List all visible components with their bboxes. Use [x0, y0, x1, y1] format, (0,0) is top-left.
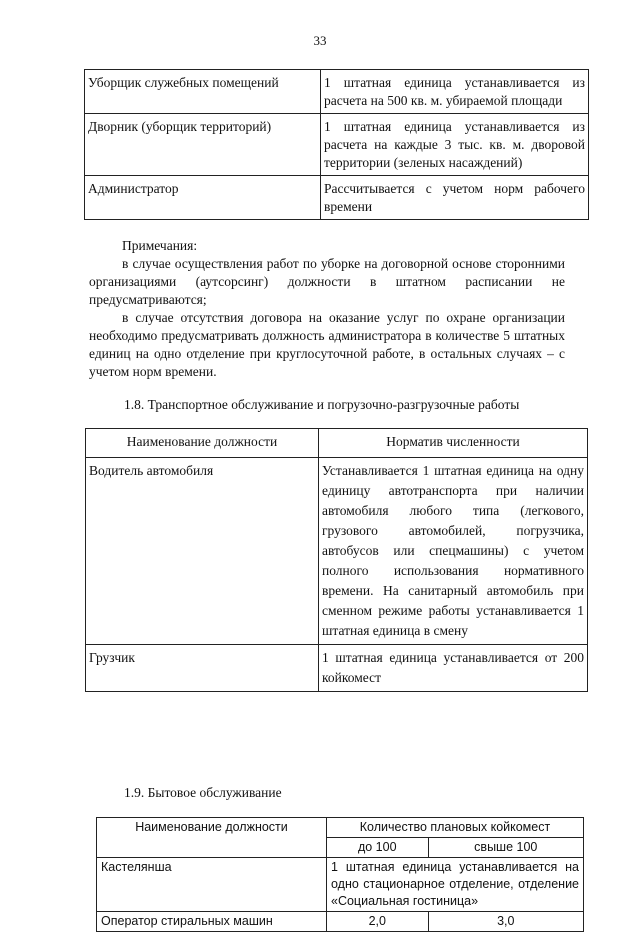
notes-block	[89, 237, 565, 381]
position-cell: Оператор стиральных машин	[97, 912, 327, 932]
position-cell: Администратор	[85, 176, 321, 220]
header-position: Наименование должности	[97, 818, 327, 858]
table-row	[86, 458, 588, 645]
table-row	[97, 912, 584, 932]
page-number: 33	[313, 33, 327, 48]
norm-cell: 1 штатная единица устанавливается от 200 койкомест	[319, 645, 588, 692]
norm-cell: 1 штатная единица устанавливается из расчета на каждые 3 тыс. кв. м. дворовой территории (зеленых насаждений)	[321, 114, 589, 176]
section-title-1-9: 1.9. Бытовое обслуживание	[124, 785, 282, 800]
table-row	[85, 176, 589, 220]
header-norm: Норматив численности	[319, 429, 588, 458]
staffing-table-household	[96, 817, 584, 932]
position-cell: Уборщик служебных помещений	[85, 70, 321, 114]
table-header-row	[97, 818, 584, 838]
header-position: Наименование должности	[86, 429, 319, 458]
header-over-100: свыше 100	[428, 838, 583, 858]
position-cell: Грузчик	[86, 645, 319, 692]
norm-cell: Рассчитывается с учетом норм рабочего времени	[321, 176, 589, 220]
norm-cell: 1 штатная единица устанавливается из расчета на 500 кв. м. убираемой площади	[321, 70, 589, 114]
position-cell: Дворник (уборщик территорий)	[85, 114, 321, 176]
position-cell: Кастелянша	[97, 858, 327, 912]
table-row	[85, 114, 589, 176]
value-over-100: 3,0	[428, 912, 583, 932]
norm-cell: 1 штатная единица устанавливается на одно стационарное отделение, отделение «Социальная гостиница»	[327, 858, 584, 912]
norm-cell: Устанавливается 1 штатная единица на одну единицу автотранспорта при наличии автомобиля любого типа (легкового, грузового автомобилей, погрузчика, автобусов или спецмашины) с учетом полного использования нормативного времени. На санитарный автомобиль при сменном режиме работы устанавливается 1 штатная единица в смену	[319, 458, 588, 645]
staffing-table-cleaning	[84, 69, 589, 220]
note-paragraph: в случае осуществления работ по уборке на договорной основе сторонними организациями (аутсорсинг) должности в штатном расписании не предусматриваются;	[89, 256, 565, 307]
position-cell: Водитель автомобиля	[86, 458, 319, 645]
table-header-row	[86, 429, 588, 458]
note-paragraph: в случае отсутствия договора на оказание услуг по охране организации необходимо предусматривать должность администратора в количестве 5 штатных единиц на одно отделение при круглосуточной работе, в остальных случаях – с учетом норм времени.	[89, 310, 565, 379]
table-row	[85, 70, 589, 114]
value-up-to-100: 2,0	[327, 912, 429, 932]
table-row	[86, 645, 588, 692]
table-row	[97, 858, 584, 912]
header-bed-count: Количество плановых койкомест	[327, 818, 584, 838]
notes-heading: Примечания:	[122, 238, 198, 253]
staffing-table-transport	[85, 428, 588, 692]
section-title-1-8: 1.8. Транспортное обслуживание и погрузочно-разгрузочные работы	[124, 397, 520, 412]
header-up-to-100: до 100	[327, 838, 429, 858]
